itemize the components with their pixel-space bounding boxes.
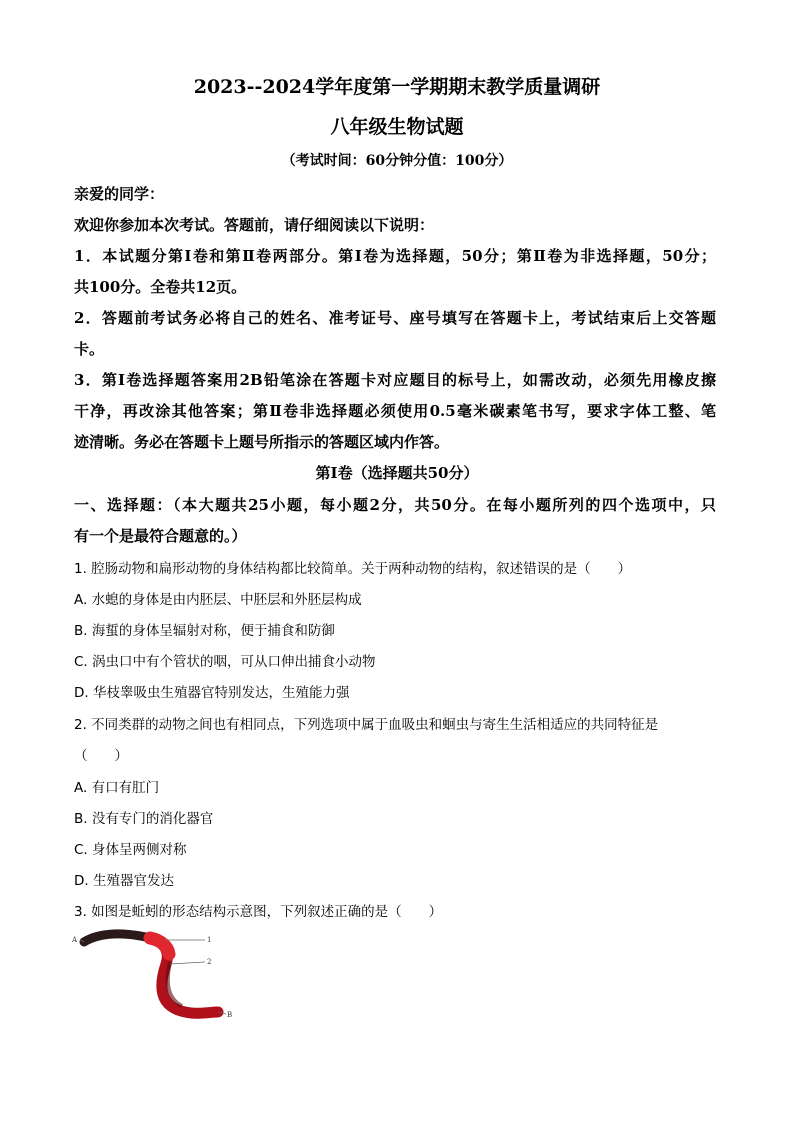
greeting: 亲爱的同学： — [74, 185, 165, 203]
exam-info: （考试时间：60分钟分值：100分） — [281, 153, 513, 169]
question-1-option-a: A. 水螅的身体是由内胚层、中胚层和外胚层构成 — [74, 592, 362, 608]
figure-label-2: 2 — [207, 958, 212, 966]
figure-label-b: B — [227, 1011, 233, 1019]
question-2-option-b: B. 没有专门的消化器官 — [74, 811, 214, 827]
question-3-stem: 3. 如图是蚯蚓的形态结构示意图，下列叙述正确的是（ ） — [74, 904, 443, 920]
rule-2-line-2: 卡。 — [74, 340, 105, 358]
rule-3-line-2: 干净，再改涂其他答案；第Ⅱ卷非选择题必须使用0.5毫米碳素笔书写，要求字体工整、笔 — [74, 402, 716, 420]
question-1-stem: 1. 腔肠动物和扁形动物的身体结构都比较简单。关于两种动物的结构，叙述错误的是（ ） — [74, 561, 632, 577]
question-1-option-b: B. 海蜇的身体呈辐射对称，便于捕食和防御 — [74, 623, 335, 639]
rule-2-line-1: 2．答题前考试务必将自己的姓名、准考证号、座号填写在答题卡上，考试结束后上交答题 — [74, 309, 716, 327]
label-line-2 — [170, 962, 205, 964]
section-heading-line-2: 有一个是最符合题意的。） — [74, 527, 247, 545]
rule-3-line-3: 迹清晰。务必在答题卡上题号所指示的答题区域内作答。 — [74, 433, 450, 451]
exam-subtitle: 八年级生物试题 — [330, 116, 464, 138]
section-title: 第Ⅰ卷（选择题共50分） — [315, 464, 479, 482]
earthworm-figure — [70, 922, 250, 1032]
exam-title: 2023--2024学年度第一学期期末教学质量调研 — [193, 76, 601, 98]
question-2-stem: 2. 不同类群的动物之间也有相同点，下列选项中属于血吸虫和蛔虫与寄生生活相适应的共同特征是 — [74, 717, 659, 733]
question-2-option-a: A. 有口有肛门 — [74, 780, 160, 796]
earthworm-illustration — [84, 934, 218, 1013]
rule-3-line-1: 3．第Ⅰ卷选择题答案用2B铅笔涂在答题卡对应题目的标号上，如需改动，必须先用橡皮擦 — [74, 371, 716, 389]
figure-label-1: 1 — [207, 936, 212, 944]
rule-1-line-1: 1．本试题分第Ⅰ卷和第Ⅱ卷两部分。第Ⅰ卷为选择题，50分；第Ⅱ卷为非选择题，50分； — [74, 247, 716, 265]
welcome-text: 欢迎你参加本次考试。答题前，请仔细阅读以下说明： — [74, 216, 435, 234]
section-heading-line-1: 一、选择题：（本大题共25小题，每小题2分，共50分。在每小题所列的四个选项中，只 — [74, 496, 716, 514]
question-2-option-c: C. 身体呈两侧对称 — [74, 842, 187, 858]
question-2-option-d: D. 生殖器官发达 — [74, 873, 174, 889]
question-1-option-c: C. 涡虫口中有个管状的咽，可从口伸出捕食小动物 — [74, 654, 376, 670]
rule-1-line-2: 共100分。全卷共12页。 — [74, 278, 247, 296]
question-1-option-d: D. 华枝睾吸虫生殖器官特别发达，生殖能力强 — [74, 685, 350, 701]
question-2-stem-blank: （ ） — [74, 748, 128, 764]
figure-label-a: A — [72, 936, 78, 944]
